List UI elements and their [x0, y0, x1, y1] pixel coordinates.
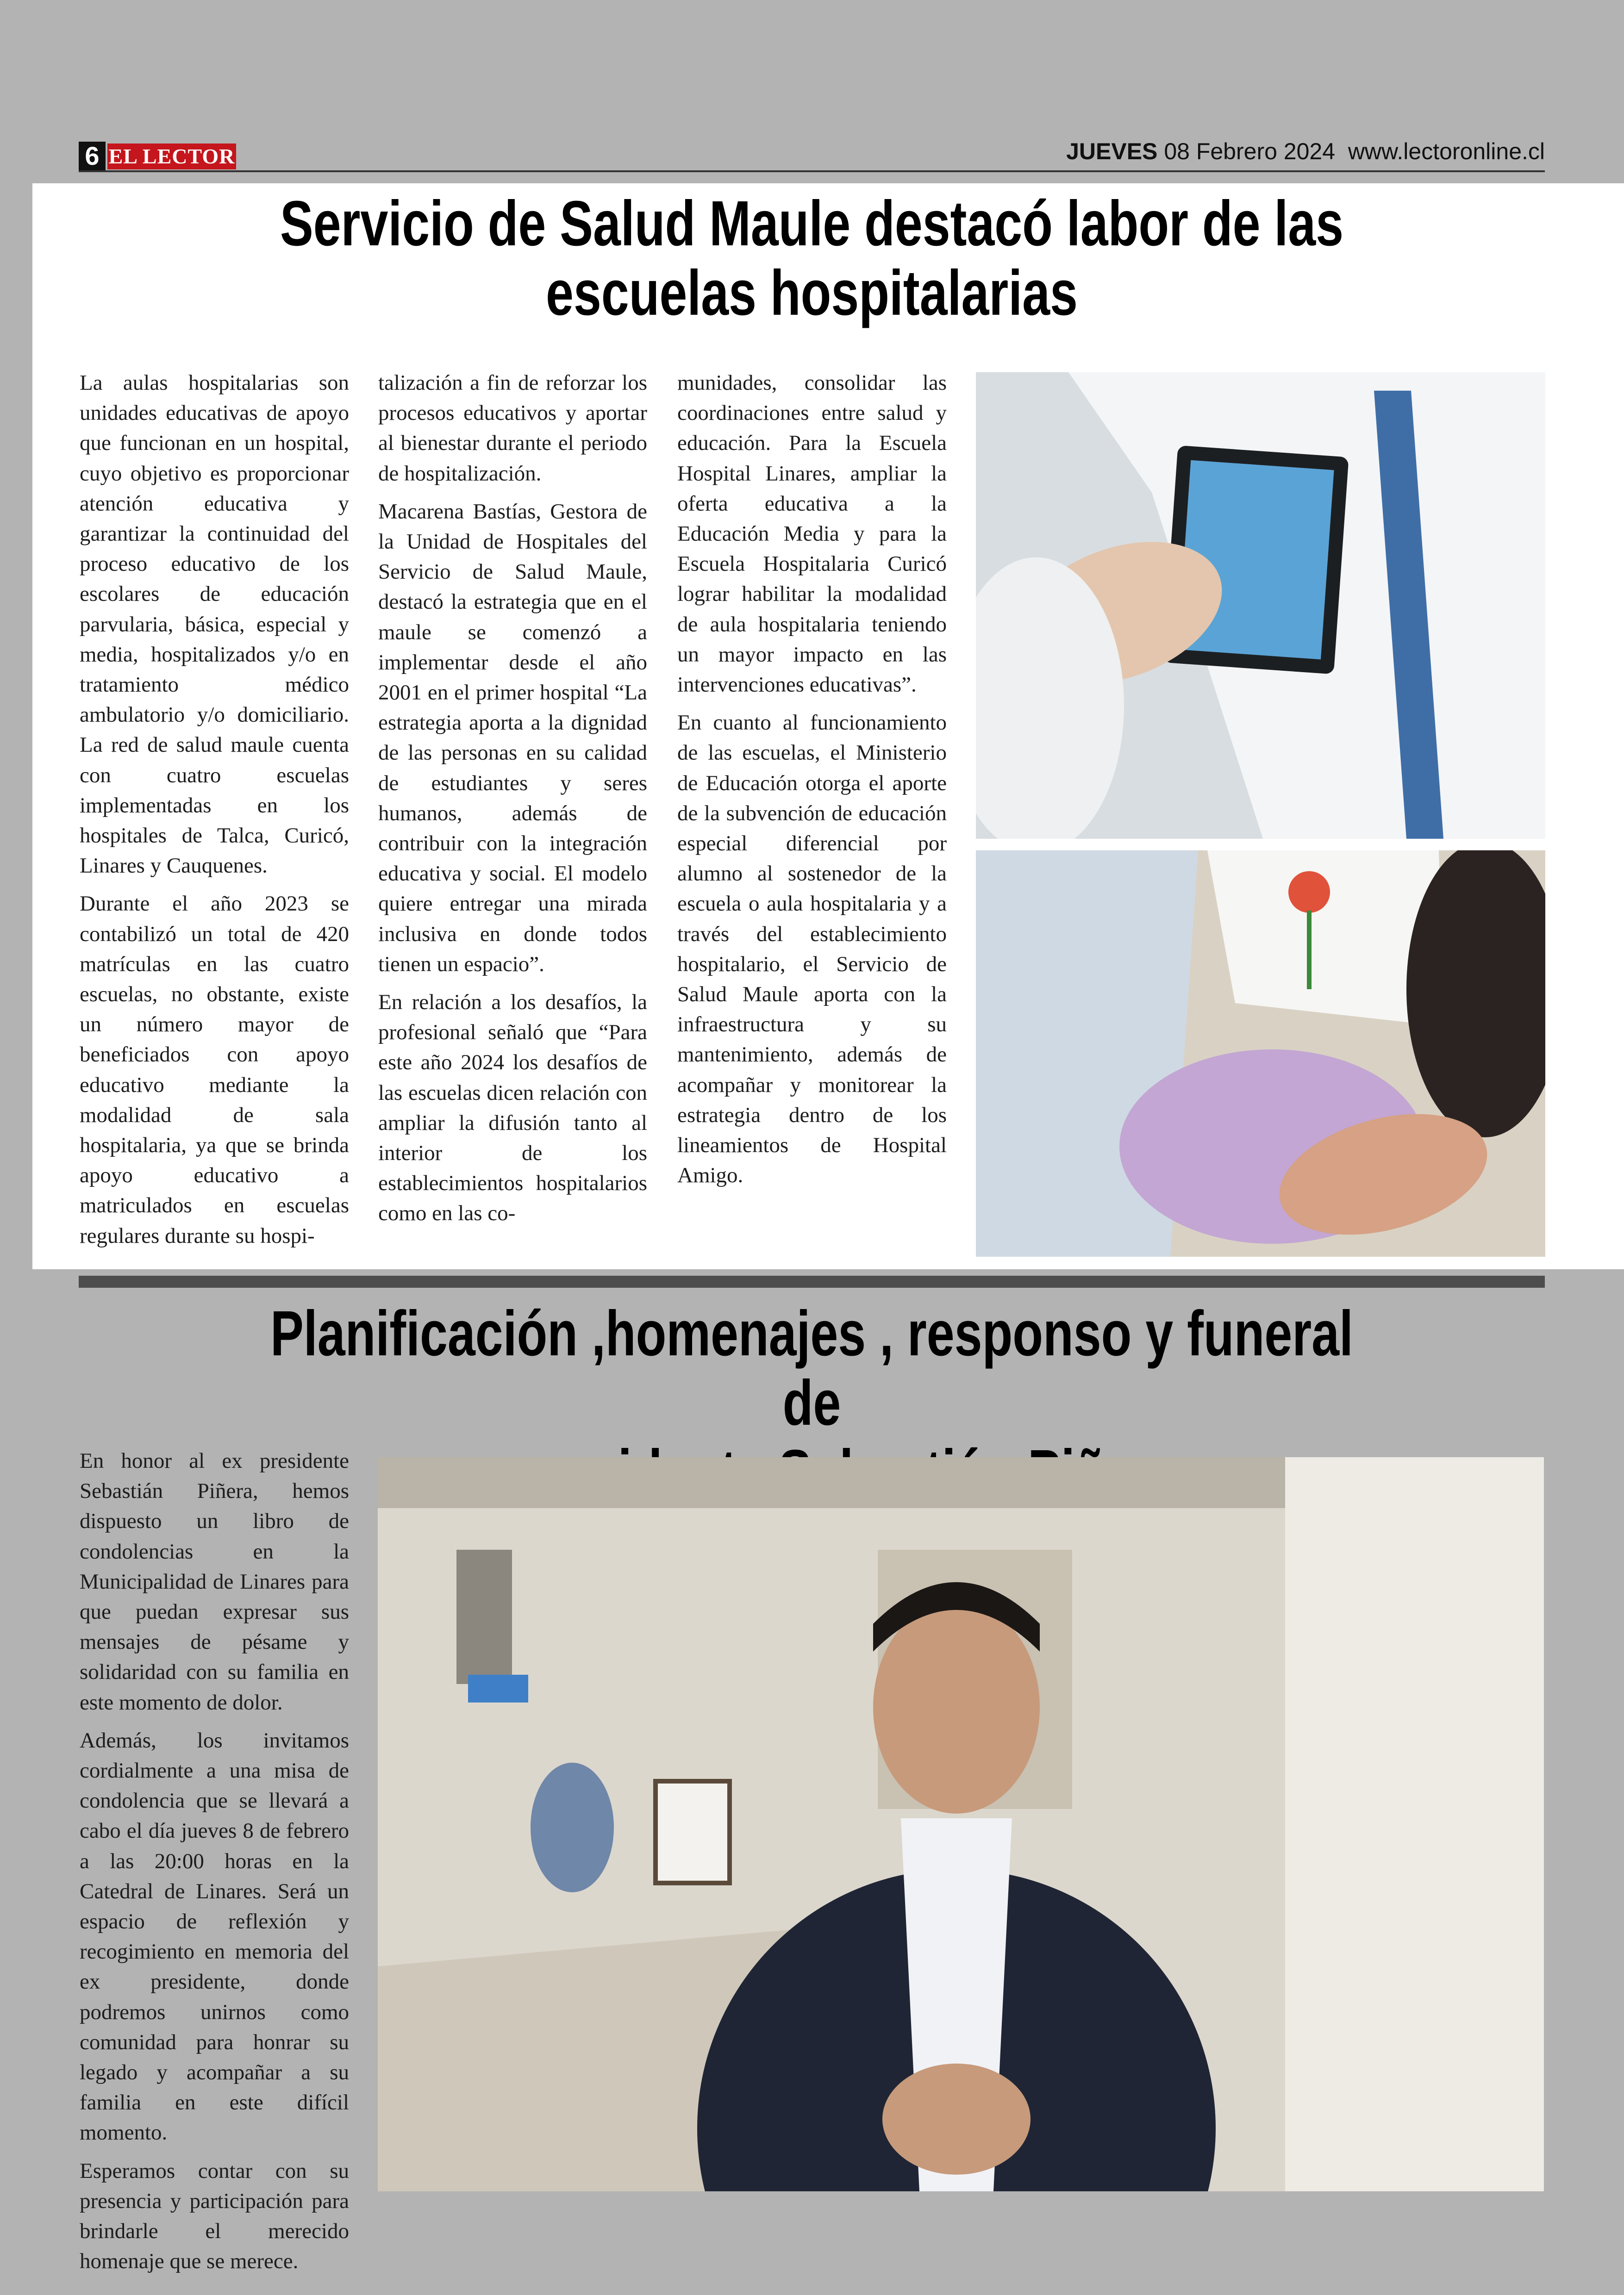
- section-divider: [79, 1276, 1545, 1288]
- article1-paragraph: Durante el año 2023 se contabilizó un total de 420 matrículas en las cuatro escuelas, no obstante, existe un número mayor de beneficiados con apoyo educativo mediante la modalidad de sala hospitalaria, ya que se brinda apoyo educativo a matriculados en escuelas regulares durante su hospi-: [80, 892, 349, 1248]
- article1-column-3: [677, 368, 947, 1198]
- article1-headline-line2: escuelas hospitalarias: [546, 257, 1078, 329]
- article1-column-1: [80, 368, 349, 1259]
- article2-paragraph: Esperamos contar con su presencia y participación para brindarle el merecido homenaje que se merece.: [80, 2158, 349, 2274]
- article2-paragraph: En honor al ex presidente Sebastián Piñera, hemos dispuesto un libro de condolencias en la Municipalidad de Linares para que puedan expresar sus mensajes de pésame y solidaridad con su familia en este momento de dolor.: [80, 1449, 349, 1715]
- article2-paragraph: Además, los invitamos cordialmente a una misa de condolencia que se llevará a cabo el día jueves 8 de febrero a las 20:00 horas en la Catedral de Linares. Será un espacio de reflexión y recogimiento en memoria del ex presidente, donde podremos unirnos como comunidad para honrar su legado y acompañar a su familia en este difícil momento.: [80, 1728, 349, 2145]
- article2-photo-speaker: [378, 1457, 1544, 2191]
- header-date: 08 Febrero 2024: [1164, 138, 1336, 164]
- article1-headline-line1: Servicio de Salud Maule destacó labor de las: [280, 188, 1344, 259]
- header-dateline: [1066, 138, 1545, 165]
- newspaper-logo: EL LECTOR: [107, 143, 236, 169]
- article1-paragraph: Macarena Bastías, Gestora de la Unidad de Hospitales del Servicio de Salud Maule, destacó la estrategia que en el maule se comenzó a implementar desde el año 2001 en el primer hospital “La estrategia aporta a la dignidad de las personas en su calidad de estudiantes y seres humanos, además de contribuir con la integración educativa y social. El modelo quiere entregar una mirada inclusiva en donde todos tienen un espacio”.: [378, 499, 647, 976]
- article1-paragraph: En cuanto al funcionamiento de las escuelas, el Ministerio de Educación otorga el aporte de la subvención de educación especial diferencial por alumno al sostenedor de la escuela o aula hospitalaria y a través del establecimiento hospitalario, el Servicio de Salud Maule aporta con la infraestructura y su mantenimiento, además de acompañar y monitorear la estrategia dentro de los lineamientos de Hospital Amigo.: [677, 711, 947, 1188]
- article1-photo-tablet: [976, 372, 1545, 839]
- page-number: 6: [79, 142, 106, 170]
- article1-paragraph: munidades, consolidar las coordinaciones entre salud y educación. Para la Escuela Hospital Linares, ampliar la oferta educativa a la Educación Media y para la Escuela Hospitalaria Curicó lograr habilitar la modalidad de aula hospitalaria teniendo un mayor impacto en las intervenciones educativas”.: [677, 371, 947, 697]
- article1-column-2: [378, 368, 647, 1237]
- article1-photo-drawing: [976, 850, 1545, 1257]
- article1-paragraph: La aulas hospitalarias son unidades educativas de apoyo que funcionan en un hospital, cuyo objetivo es proporcionar atención educativa y garantizar la continuidad del proceso educativo de los escolares de educación parvularia, básica, especial y media, hospitalizados y/o en tratamiento médico ambulatorio y/o domiciliario. La red de salud maule cuenta con cuatro escuelas implementadas en los hospitales de Talca, Curicó, Linares y Cauquenes.: [80, 371, 349, 878]
- article2-headline-line1: Planificación ,homenajes , responso y funeral de: [270, 1298, 1353, 1439]
- article1-paragraph: En relación a los desafíos, la profesional señaló que “Para este año 2024 los desafíos de las escuelas dicen relación con ampliar la difusión tanto al interior de los establecimientos hospitalarios como en las co-: [378, 990, 647, 1226]
- header-day: JUEVES: [1066, 138, 1158, 164]
- article2-column-1: [80, 1446, 349, 2284]
- article1-headline: [240, 189, 1383, 328]
- header-website: www.lectoronline.cl: [1348, 138, 1545, 164]
- article1-paragraph: talización a fin de reforzar los procesos educativos y aportar al bienestar durante el periodo de hospitalización.: [378, 371, 647, 486]
- header-rule: [79, 170, 1545, 172]
